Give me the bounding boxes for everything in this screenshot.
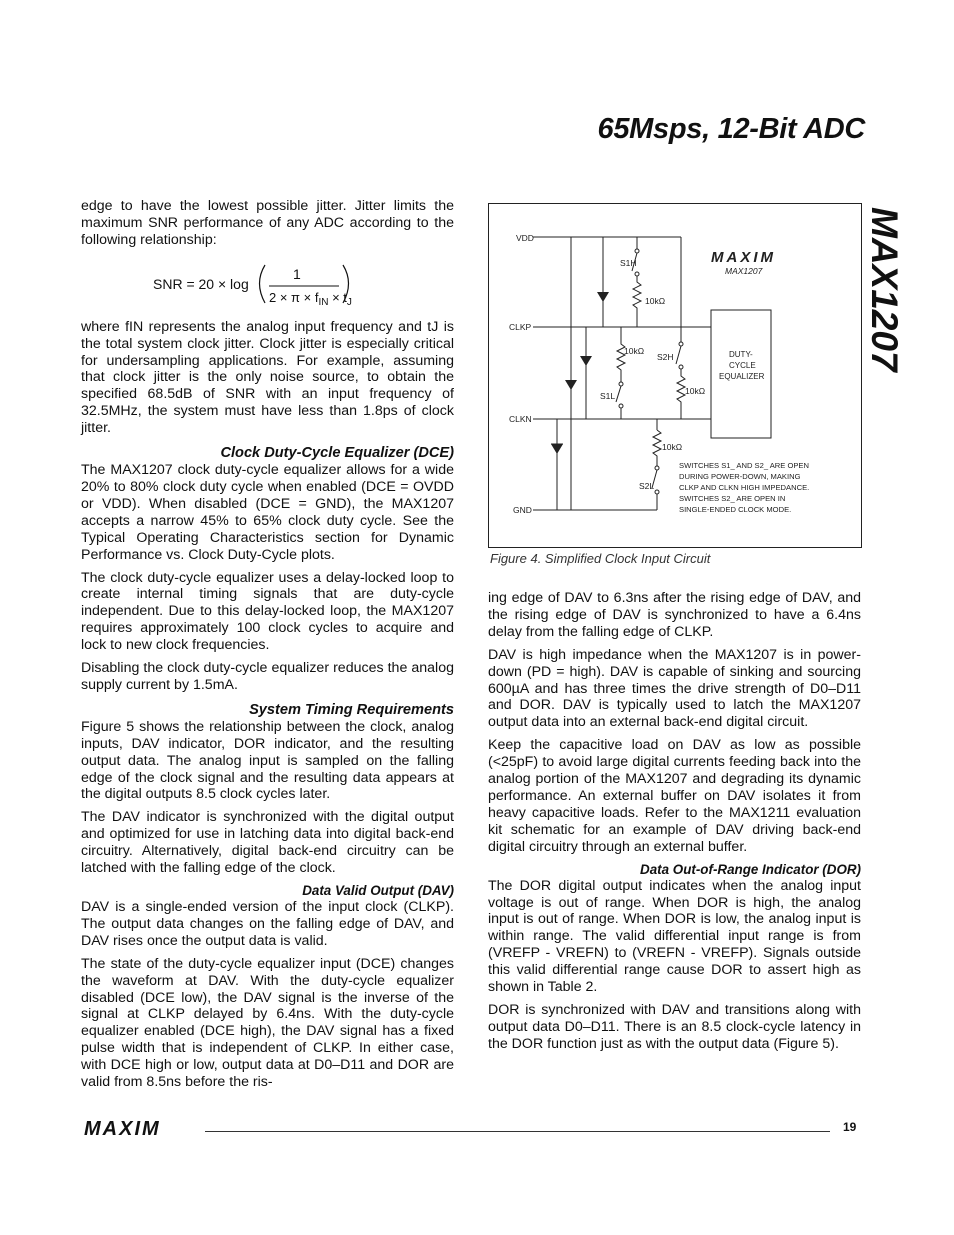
dce-box-line2: CYCLE <box>729 361 756 370</box>
para-jitter-detail: where fIN represents the analog input frequency and tJ is the total system clock jitter. Clock jitter is especially critical for undersampling applications. For example, assuming that clock jitter is the only noise source, to obtain the specified 68.5dB of SNR with an input frequency of 32.5MHz, the system must have less than 1.8ps of clock jitter. <box>81 318 454 437</box>
para-dav-1: DAV is a single-ended version of the input clock (CLKP). The output data changes on the falling edge of DAV, and DAV rises once the output data is valid. <box>81 899 454 949</box>
figure-note-3: CLKP AND CLKN HIGH IMPEDANCE. <box>679 483 810 492</box>
heading-timing: System Timing Requirements <box>249 701 454 718</box>
label-vdd: VDD <box>516 233 534 243</box>
snr-equation <box>81 257 454 309</box>
para-dav-3: ing edge of DAV to 6.3ns after the rising edge of DAV, and the rising edge of DAV is synchronized to have a 6.4ns delay from the falling edge of CLKP. <box>488 590 861 640</box>
para-dav-4: DAV is high impedance when the MAX1207 is in power-down (PD = high). DAV is capable of sinking and sourcing 600µA and has three times the drive strength of D0–D11 and DOR. DAV is typically used to latch the MAX1207 output data into an external back-end digital circuit. <box>488 646 861 731</box>
figure-part: MAX1207 <box>725 266 763 276</box>
figure-logo: MAXIM <box>711 249 776 266</box>
label-r4: 10kΩ <box>662 442 683 452</box>
para-dav-5: Keep the capacitive load on DAV as low as possible (<25pF) to avoid large digital currents feeding back into the analog portion of the MAX1207 and degrading its dynamic performance. An external buffer on DAV isolates it from heavy capacitive loads. Refer to the MAX1211 evaluation kit schematic for an example of DAV driving back-end digital circuitry through an external buffer. <box>488 737 861 855</box>
eq-denominator: $2 \times \pi \times f_{IN} \times t_J$ <box>269 289 352 308</box>
eq-lhs: SNR = 20 × log <box>153 275 249 292</box>
left-column <box>81 198 454 1097</box>
page-number: 19 <box>843 1120 857 1134</box>
figure-note-2: DURING POWER-DOWN, MAKING <box>679 472 801 481</box>
para-timing-1: Figure 5 shows the relationship between the clock, analog inputs, DAV indicator, DOR indicator, and the resulting output data. The analog input is sampled on the falling edge of the clock signal and the resulting data appears at the digital outputs 8.5 clock cycles later. <box>81 718 454 803</box>
right-column <box>488 590 861 1059</box>
para-dce-1: The MAX1207 clock duty-cycle equalizer allows for a wide 20% to 80% clock duty cycle when enabled (DCE = OVDD or VDD). When disabled (DCE = GND), the MAX1207 accepts a narrow 45% to 65% clock duty cycle. See the Typical Operating Characteristics section for Dynamic Performance vs. Clock Duty-Cycle plots. <box>81 462 454 563</box>
page-title: 65Msps, 12-Bit ADC <box>597 113 865 145</box>
para-dce-2: The clock duty-cycle equalizer uses a delay-locked loop to create internal timing signals that are duty-cycle independent. Due to this delay-locked loop, the MAX1207 requires approximately 100 clock cycles to acquire and lock to new clock frequencies. <box>81 569 454 654</box>
figure-clock-circuit <box>488 203 862 548</box>
label-s1h: S1H <box>620 258 637 268</box>
figure-note-5: SINGLE-ENDED CLOCK MODE. <box>679 505 792 514</box>
label-s2h: S2H <box>657 352 674 362</box>
figure-note-4: SWITCHES S2_ ARE OPEN IN <box>679 494 786 503</box>
label-r3: 10kΩ <box>685 386 706 396</box>
label-gnd: GND <box>513 505 532 515</box>
para-dor-2: DOR is synchronized with DAV and transitions along with output data D0–D11. There is an 8.5 clock-cycle latency in the DOR function just as with the output data (Figure 5). <box>488 1001 861 1052</box>
figure-note-1: SWITCHES S1_ AND S2_ ARE OPEN <box>679 461 809 470</box>
side-part-label <box>860 205 920 375</box>
label-clkp: CLKP <box>509 322 532 332</box>
para-timing-2: The DAV indicator is synchronized with the digital output and optimized for use in latching data into digital back-end circuitry. Alternatively, digital back-end circuitry can be latched with the falling edge of the clock. <box>81 809 454 877</box>
eq-numerator: 1 <box>293 265 301 282</box>
para-dor-1: The DOR digital output indicates when the analog input voltage is out of range. When DOR is high, the analog input is out of range. When DOR is low, the analog input is within range. The valid differential input range is from (VREFP - VREFN) to (VREFN - VREFP). Signals outside this valid differential range cause DOR to assert high as shown in Table 2. <box>488 877 861 996</box>
para-dce-3: Disabling the clock duty-cycle equalizer reduces the analog supply current by 1.5mA. <box>81 660 454 693</box>
para-jitter-intro: edge to have the lowest possible jitter. Jitter limits the maximum SNR performance of any ADC according to the following relationship: <box>81 198 454 248</box>
heading-dce: Clock Duty-Cycle Equalizer (DCE) <box>220 445 454 462</box>
para-dav-2: The state of the duty-cycle equalizer input (DCE) changes the waveform at DAV. With the duty-cycle equalizer disabled (DCE low), the DAV signal is the inverse of the signal at CLKP delayed by 6.4ns. With the duty-cycle equalizer enabled (DCE high), the DAV signal has a fixed pulse width that is independent of CLKP. In either case, with DCE high or low, output data at D0–D11 and DOR are valid from 8.5ns before the ris- <box>81 955 454 1091</box>
label-s1l: S1L <box>600 391 616 401</box>
dce-box-line3: EQUALIZER <box>719 372 765 381</box>
footer-rule <box>205 1131 830 1132</box>
label-s2l: S2L <box>639 481 655 491</box>
side-part-text: MAX1207 <box>864 207 905 372</box>
footer-logo-text: MAXIM <box>84 1118 161 1138</box>
footer-logo <box>84 1118 194 1143</box>
figure-caption: Figure 4. Simplified Clock Input Circuit <box>490 551 711 566</box>
heading-dav: Data Valid Output (DAV) <box>302 883 454 898</box>
dce-box-line1: DUTY- <box>729 350 753 359</box>
label-r1: 10kΩ <box>645 296 666 306</box>
label-r2: 10kΩ <box>624 346 645 356</box>
heading-dor: Data Out-of-Range Indicator (DOR) <box>640 861 861 877</box>
label-clkn: CLKN <box>509 414 532 424</box>
